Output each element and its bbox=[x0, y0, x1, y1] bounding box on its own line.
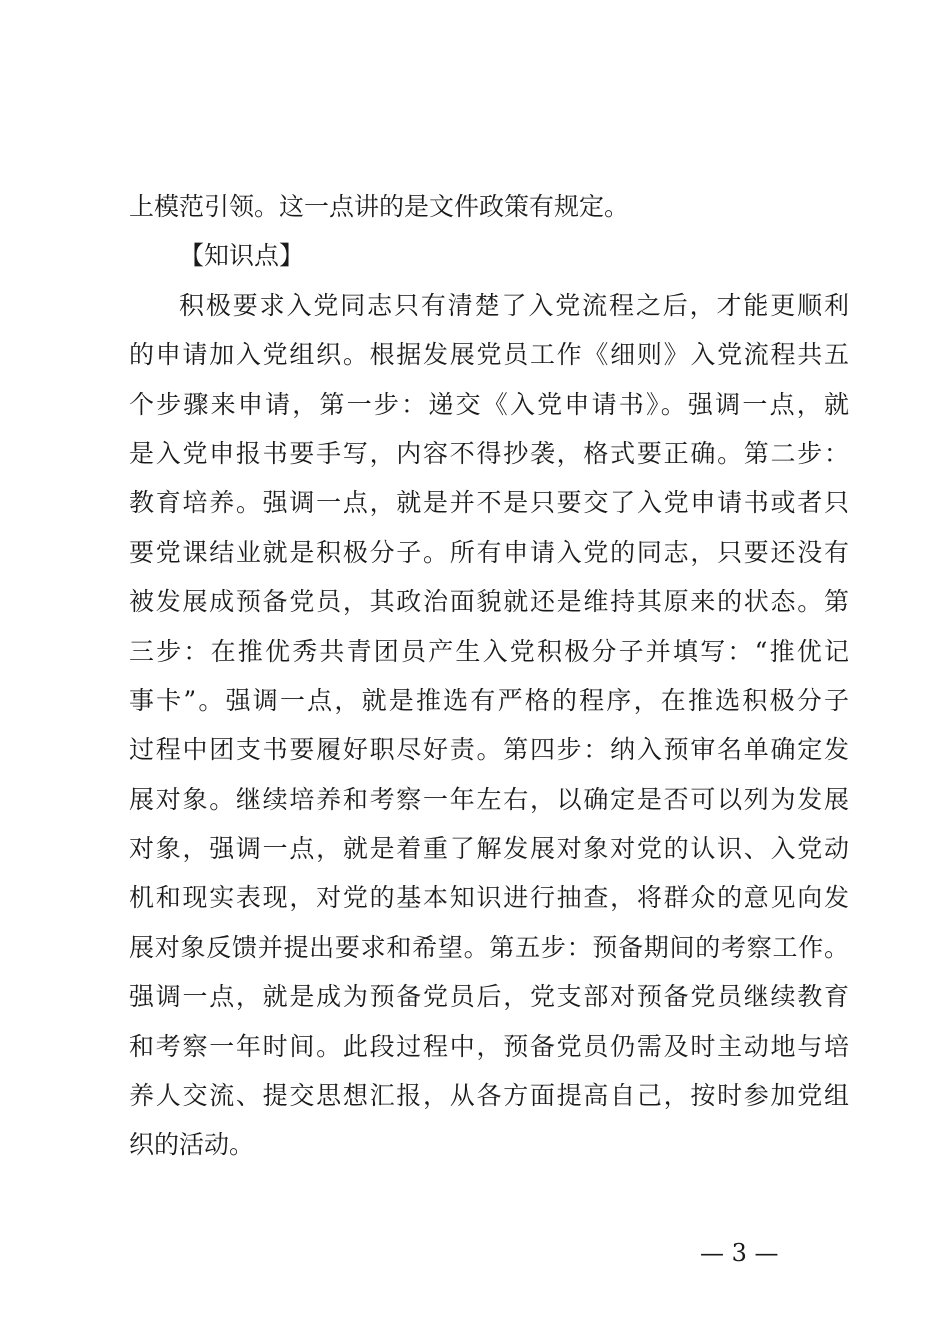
paragraph-line: 被发展成预备党员，其政治面貌就还是维持其原来的状态。第 bbox=[129, 587, 849, 617]
paragraph-line: 的申请加入党组织。根据发展党员工作《细则》入党流程共五 bbox=[129, 340, 849, 370]
paragraph-line: 展对象反馈并提出要求和希望。第五步：预备期间的考察工作。 bbox=[129, 932, 849, 962]
paragraph-line: 积极要求入党同志只有清楚了入党流程之后，才能更顺利 bbox=[179, 290, 849, 320]
paragraph-line: 过程中团支书要履好职尽好责。第四步：纳入预审名单确定发 bbox=[129, 735, 849, 765]
section-heading: 【知识点】 bbox=[179, 241, 305, 271]
paragraph-line: 教育培养。强调一点，就是并不是只要交了入党申请书或者只 bbox=[129, 488, 849, 518]
paragraph-line: 三步：在推优秀共青团员产生入党积极分子并填写：“推优记 bbox=[129, 636, 849, 666]
paragraph-line: 个步骤来申请，第一步：递交《入党申请书》。强调一点，就 bbox=[129, 389, 849, 419]
paragraph-line: 事卡”。强调一点，就是推选有严格的程序，在推选积极分子 bbox=[129, 685, 849, 715]
page-number: — 3 — bbox=[700, 1239, 779, 1267]
paragraph-line: 养人交流、提交思想汇报，从各方面提高自己，按时参加党组 bbox=[129, 1081, 849, 1111]
continuation-line: 上模范引领。这一点讲的是文件政策有规定。 bbox=[129, 192, 630, 221]
body-text bbox=[129, 182, 849, 1170]
paragraph-line: 和考察一年时间。此段过程中，预备党员仍需及时主动地与培 bbox=[129, 1031, 849, 1061]
paragraph-line: 织的活动。 bbox=[129, 1130, 255, 1160]
paragraph-line: 强调一点，就是成为预备党员后，党支部对预备党员继续教育 bbox=[129, 982, 849, 1012]
paragraph-line: 对象，强调一点，就是着重了解发展对象对党的认识、入党动 bbox=[129, 834, 849, 864]
paragraph-line: 展对象。继续培养和考察一年左右，以确定是否可以列为发展 bbox=[129, 784, 849, 814]
paragraph-line: 机和现实表现，对党的基本知识进行抽查，将群众的意见向发 bbox=[129, 883, 849, 913]
paragraph-line: 是入党申报书要手写，内容不得抄袭，格式要正确。第二步： bbox=[129, 438, 849, 468]
paragraph-line: 要党课结业就是积极分子。所有申请入党的同志，只要还没有 bbox=[129, 537, 849, 567]
